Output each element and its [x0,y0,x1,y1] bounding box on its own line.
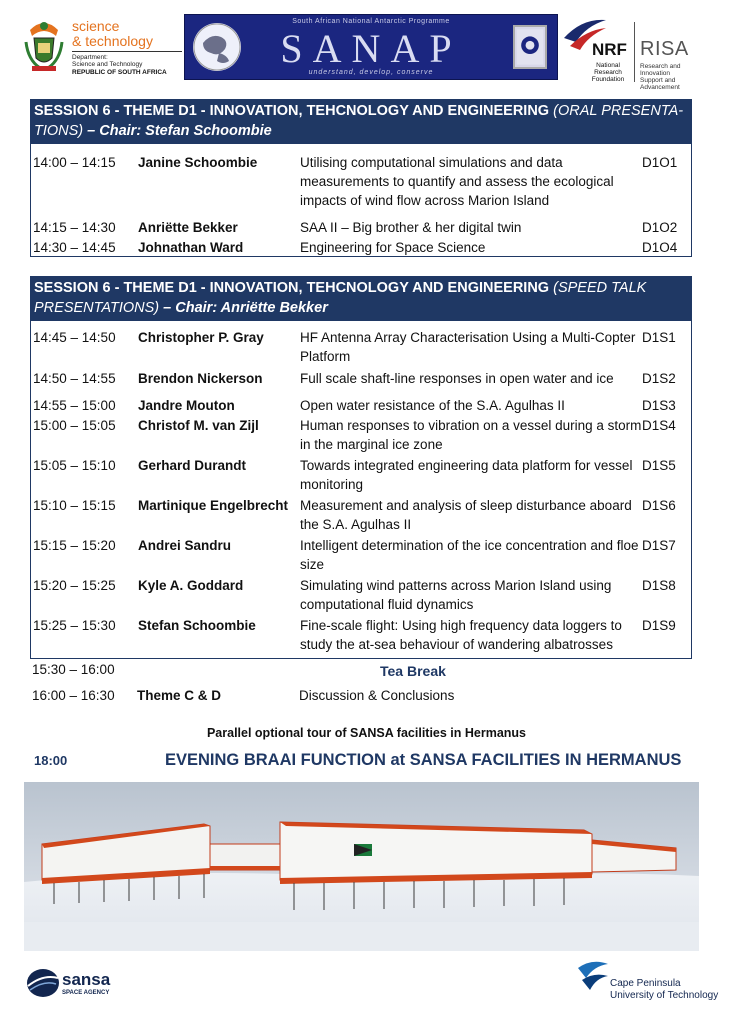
risa-subtitle [640,63,712,91]
talk-code: D1S9 [642,618,676,633]
sansa-logo [26,966,136,1006]
dst-dept-name: Science and Technology [72,61,143,68]
tea-time: 15:30 – 16:00 [32,662,115,677]
evening-time: 18:00 [34,753,68,768]
cput-logo [572,958,722,1008]
session-time: 15:00 – 15:05 [33,418,116,433]
sanap-emblem-icon [513,25,547,69]
sanap-title: SANAP [280,26,462,71]
session-oral-chair: – Chair: Stefan Schoombie [83,123,272,139]
coat-of-arms-icon [22,16,66,74]
session-speed-table [30,276,692,659]
speaker-name: Jandre Mouton [138,398,235,413]
session-oral-type: (ORAL PRESENTA-TIONS) [34,103,684,139]
speaker-name: Christof M. van Zijl [138,418,259,433]
speaker-name: Christopher P. Gray [138,330,264,345]
talk-code: D1S3 [642,398,676,413]
speaker-name: Brendon Nickerson [138,371,263,386]
talk-title: Open water resistance of the S.A. Agulhas II [300,398,565,413]
risa-subtitle-line2: Support and Advancement [640,77,680,91]
session-speed-type: (SPEED TALK PRESENTATIONS) [34,280,647,316]
talk-title: Simulating wind patterns across Marion Island using computational fluid dynamics [300,578,612,612]
speaker-name: Stefan Schoombie [138,618,256,633]
nrf-subtitle: National Research Foundation [591,62,625,83]
talk-code: D1S1 [642,330,676,345]
session-time: 14:50 – 14:55 [33,371,116,386]
session-time: 14:45 – 14:50 [33,330,116,345]
talk-title: Intelligent determination of the ice concentration and floe size [300,538,639,572]
talk-code: D1O1 [642,155,678,170]
cput-line1: Cape Peninsula [610,978,681,989]
talk-title: Measurement and analysis of sleep disturbance aboard the S.A. Agulhas II [300,498,632,532]
sansa-text: sansa [62,970,111,989]
talk-title: Human responses to vibration on a vessel during a storm in the marginal ice zone [300,418,642,452]
nrf-text: NRF [592,40,627,59]
talk-title: HF Antenna Array Characterisation Using a Multi-Copter Platform [300,330,636,364]
talk-title: SAA II – Big brother & her digital twin [300,220,522,235]
talk-code: D1O4 [642,240,678,255]
speaker-name: Gerhard Durandt [138,458,247,473]
speaker-name: Janine Schoombie [138,155,258,170]
session-speed-title: SESSION 6 - THEME D1 - INNOVATION, TEHCNOLOGY AND ENGINEERING [34,280,554,296]
tea-break-label: Tea Break [380,663,446,679]
discussion-name: Theme C & D [137,688,222,703]
session-speed-header [31,277,691,321]
talk-code: D1S6 [642,498,676,513]
talk-title: Fine-scale flight: Using high frequency data loggers to study the at-sea behaviour of wandering albatrosses [300,618,622,652]
dst-divider [72,51,182,52]
antarctic-base-photo [24,782,699,951]
speaker-name: Johnathan Ward [138,240,244,255]
session-time: 14:15 – 14:30 [33,220,116,235]
parallel-tour-note: Parallel optional tour of SANSA facilities in Hermanus [206,726,527,740]
speaker-name: Andrei Sandru [138,538,232,553]
session-time: 15:10 – 15:15 [33,498,116,513]
session-time: 15:20 – 15:25 [33,578,116,593]
risa-text: RISA [640,38,689,60]
sansa-subtitle: SPACE AGENCY [62,990,110,996]
nrf-risa-logo [562,14,712,91]
talk-title: Full scale shaft-line responses in open water and ice [300,371,614,386]
talk-code: D1O2 [642,220,678,235]
dst-country: REPUBLIC OF SOUTH AFRICA [72,69,167,76]
cput-wave-icon [576,958,610,994]
dst-logo [22,16,182,80]
sanap-programme-name: South African National Antarctic Programme [292,18,450,25]
session-time: 15:25 – 15:30 [33,618,116,633]
talk-code: D1S2 [642,371,676,386]
session-time: 14:00 – 14:15 [33,155,116,170]
session-time: 15:05 – 15:10 [33,458,116,473]
talk-code: D1S7 [642,538,676,553]
session-time: 14:30 – 14:45 [33,240,116,255]
talk-title: Towards integrated engineering data platform for vessel monitoring [300,458,633,492]
dst-line2: & technology [72,33,153,49]
session-speed-chair: – Chair: Anriëtte Bekker [159,300,328,316]
speaker-name: Martinique Engelbrecht [138,498,289,513]
speaker-name: Kyle A. Goddard [138,578,244,593]
sanap-banner [184,14,558,80]
globe-icon [193,23,241,71]
session-time: 14:55 – 15:00 [33,398,116,413]
dst-dept-label: Department: [72,54,108,61]
session-time: 15:15 – 15:20 [33,538,116,553]
evening-function-title: EVENING BRAAI FUNCTION at SANSA FACILITIES IN HERMANUS [165,751,682,769]
talk-title: Utilising computational simulations and data measurements to quantify and assess the ecological impacts of wind flow across Marion Island [300,155,614,208]
talk-code: D1S5 [642,458,676,473]
sansa-globe-icon [26,968,60,998]
sanap-tagline: understand, develop, conserve [308,69,434,76]
discussion-time: 16:00 – 16:30 [32,688,115,703]
discussion-title: Discussion & Conclusions [299,688,455,703]
talk-code: D1S8 [642,578,676,593]
cput-line2: University of Technology [610,990,719,1001]
nrf-divider [634,22,635,82]
speaker-name: Anriëtte Bekker [138,220,238,235]
risa-subtitle-line1: Research and Innovation [640,63,681,77]
session-oral-header [31,100,691,144]
dst-line1: science [72,18,120,34]
talk-code: D1S4 [642,418,676,433]
talk-title: Engineering for Space Science [300,240,486,255]
session-oral-table [30,99,692,257]
session-oral-title: SESSION 6 - THEME D1 - INNOVATION, TEHCNOLOGY AND ENGINEERING [34,103,554,119]
